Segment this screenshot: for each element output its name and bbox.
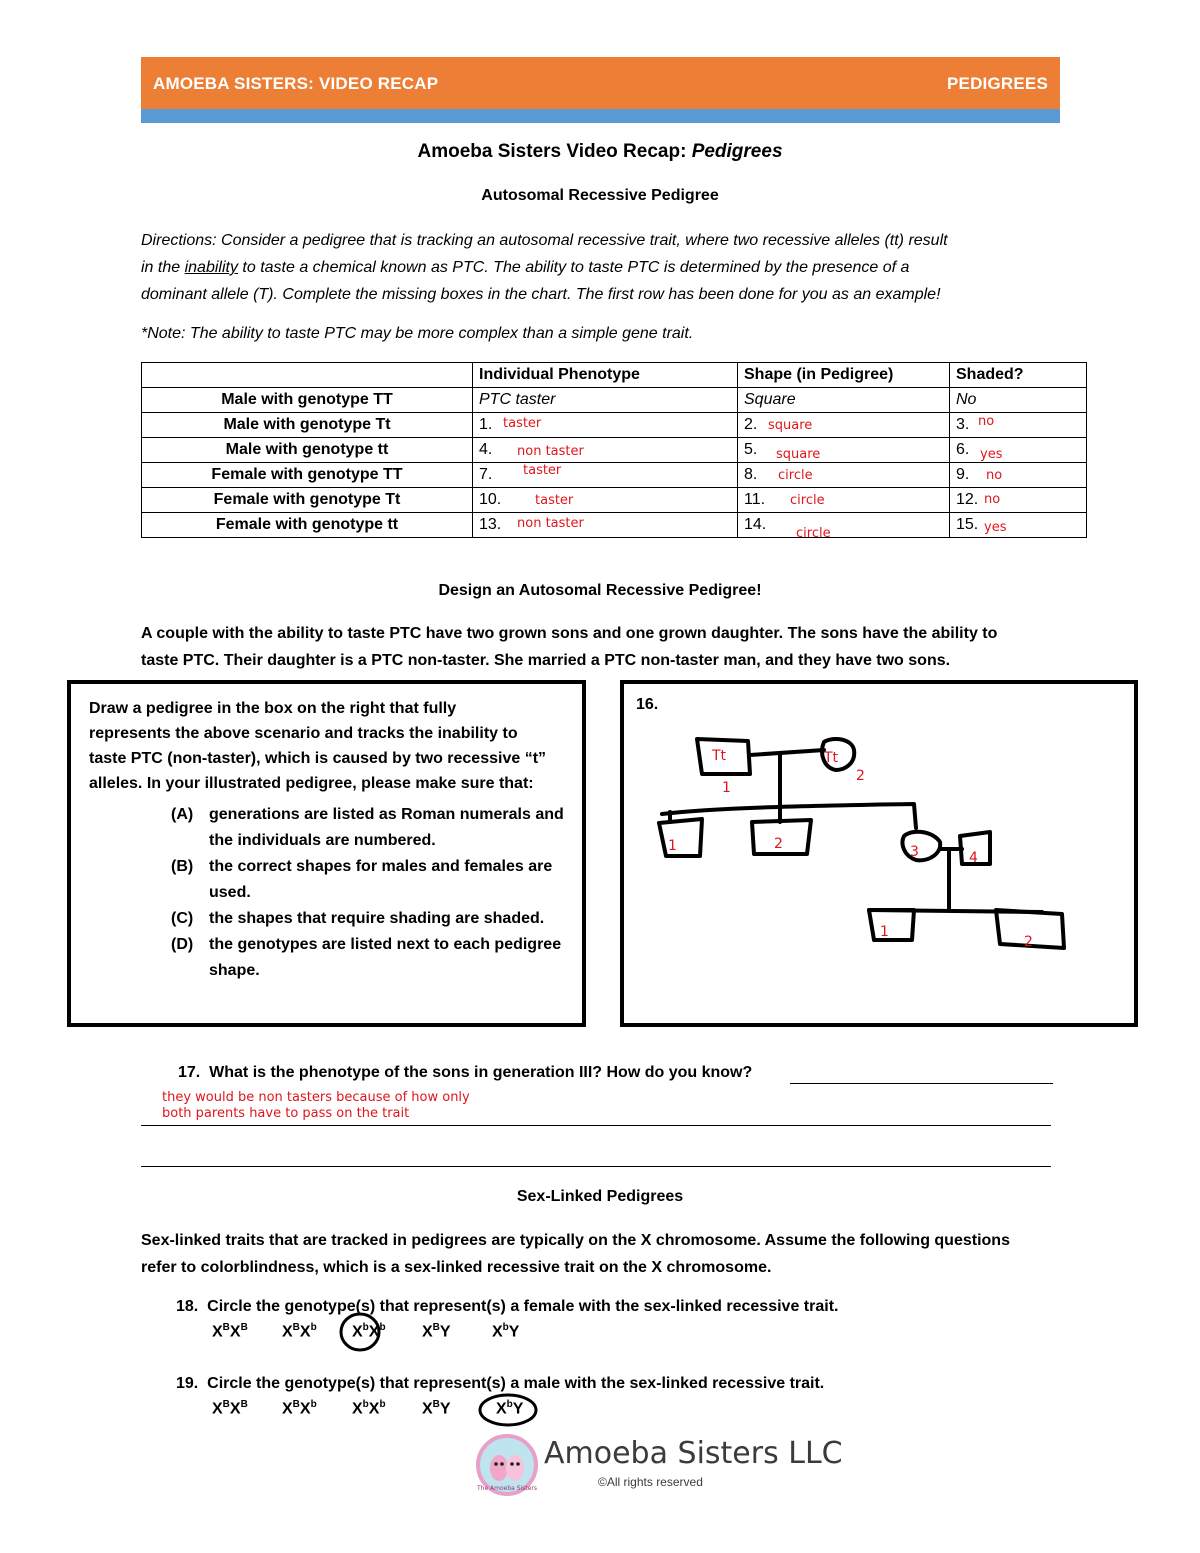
question-17: 17. What is the phenotype of the sons in generation III? How do you know? <box>178 1064 753 1081</box>
gen3-son-1-square <box>869 910 914 940</box>
child-2-number: 2 <box>774 836 783 852</box>
answer-cell-3[interactable]: 3. no <box>950 413 1087 438</box>
answer-cell-1[interactable]: 1. taster <box>473 413 738 438</box>
marriage-line <box>750 750 824 755</box>
child-1-number: 1 <box>668 838 677 854</box>
answer-cell-6[interactable]: 6. yes <box>950 438 1087 463</box>
answer-cell-10[interactable]: 10. taster <box>473 488 738 513</box>
table-row: Female with genotype Tt 10. taster 11. circle 12. no <box>142 488 1087 513</box>
genotype-option[interactable]: $X^bY$ <box>492 1322 520 1341</box>
table-header-row: Individual Phenotype Shape (in Pedigree) Shaded? <box>142 363 1087 388</box>
pedigree-drawing-box[interactable] <box>620 680 1138 1027</box>
parent-1-genotype: Tt <box>712 748 727 764</box>
amoeba-sisters-logo-icon <box>476 1434 538 1496</box>
header-left-title: AMOEBA SISTERS: VIDEO RECAP <box>153 74 439 93</box>
genotype-option-circled[interactable]: $X^bY$ <box>496 1399 524 1418</box>
header-stripe <box>141 109 1060 123</box>
child-3-circle <box>903 832 941 861</box>
genotype-option[interactable]: $X^BX^B$ <box>212 1322 248 1341</box>
footer-brand: Amoeba Sisters LLC <box>544 1436 843 1471</box>
question-18: 18. Circle the genotype(s) that represent(s) a female with the sex-linked recessive trait. <box>176 1298 839 1315</box>
parent-2-number: 2 <box>856 768 865 784</box>
answer-cell-9[interactable]: 9. no <box>950 463 1087 488</box>
child-3-number: 3 <box>910 844 919 860</box>
note: *Note: The ability to taste PTC may be more complex than a simple gene trait. <box>141 325 694 342</box>
genotype-option[interactable]: $X^BX^b$ <box>282 1399 317 1418</box>
section-heading-autosomal: Autosomal Recessive Pedigree <box>481 187 719 204</box>
answer-cell-11[interactable]: 11. circle <box>738 488 950 513</box>
answer-cell-13[interactable]: 13. non taster <box>473 513 738 538</box>
answer-line <box>141 1125 1051 1126</box>
directions: Directions: Consider a pedigree that is tracking an autosomal recessive trait, where two recessive alleles (tt) result in the inability to taste a chemical known as PTC. The ability to taste PTC is determined by the presence of a dominant allele (T). Complete the missing boxes in the chart. The first row has been done for you as an example! <box>141 232 948 303</box>
scenario: A couple with the ability to taste PTC have two grown sons and one grown daughter. The sons have the ability to taste PTC. Their daughter is a PTC non-taster. She married a PTC non-taster man, and they have two sons. <box>141 625 998 669</box>
page-title: Amoeba Sisters Video Recap: Pedigrees <box>417 141 783 162</box>
answer-circle-19 <box>476 1392 540 1428</box>
answer-cell-12[interactable]: 12. no <box>950 488 1087 513</box>
answer-cell-15[interactable]: 15. yes <box>950 513 1087 538</box>
parent-1-number: 1 <box>722 780 731 796</box>
table-row: Female with genotype tt 13. non taster 14. circle 15. yes <box>142 513 1087 538</box>
svg-text:The Amoeba Sisters: The Amoeba Sisters <box>476 1485 538 1492</box>
answer-cell-5[interactable]: 5. square <box>738 438 950 463</box>
genotype-option-circled[interactable]: $X^bX^b$ <box>352 1322 386 1341</box>
instructions-box: Draw a pedigree in the box on the right that fully represents the above scenario and tracks the inability to taste PTC (non-taster), which is caused by two recessive “t” alleles. In your illustrated pedigree, please make sure that: (A) generations are listed as Roman numerals and the individuals are numbered. (B) the correct shapes for males and females are used. (C) the shapes that require shading are shaded. (D) the genotypes are listed next to each pedigree shape. <box>67 680 586 1027</box>
answer-circle-18 <box>336 1310 386 1354</box>
genotype-option[interactable]: $X^bX^b$ <box>352 1399 386 1418</box>
header-right-title: PEDIGREES <box>947 74 1048 93</box>
pedigree-drawing <box>624 684 1134 1023</box>
child-1-square <box>659 819 702 856</box>
section-heading-sex-linked: Sex-Linked Pedigrees <box>516 1188 684 1205</box>
answer-cell-4[interactable]: 4. non taster <box>473 438 738 463</box>
table-row: Female with genotype TT 7. taster 8. circle 9. no <box>142 463 1087 488</box>
sex-linked-intro: Sex-linked traits that are tracked in pedigrees are typically on the X chromosome. Assume the following questions refer to colorblindness, which is a sex-linked recessive trait on the X chromosome. <box>141 1232 1010 1276</box>
phenotype-table <box>141 362 1087 541</box>
answer-cell-2[interactable]: 2. square <box>738 413 950 438</box>
parent-2-genotype: Tt <box>824 750 839 766</box>
list-item: (C) the shapes that require shading are shaded. <box>171 910 545 927</box>
question-16-label: 16. <box>636 696 659 713</box>
table-row: Male with genotype Tt 1. taster 2. square 3. no <box>142 413 1087 438</box>
genotype-option[interactable]: $X^BX^B$ <box>212 1399 248 1418</box>
answer-cell-8[interactable]: 8. circle <box>738 463 950 488</box>
list-item: (A) generations are listed as Roman numerals and the individuals are numbered. <box>171 806 564 849</box>
genotype-option[interactable]: $X^BX^b$ <box>282 1322 317 1341</box>
table-row: Male with genotype tt 4. non taster 5. square 6. yes <box>142 438 1087 463</box>
list-item: (B) the correct shapes for males and females are used. <box>171 858 553 901</box>
answer-line <box>141 1166 1051 1167</box>
section-heading-design: Design an Autosomal Recessive Pedigree! <box>438 582 762 599</box>
criteria-list <box>171 802 582 984</box>
genotype-option[interactable]: $X^BY$ <box>422 1399 451 1418</box>
list-item: (D) the genotypes are listed next to each pedigree shape. <box>171 936 562 979</box>
question-17-answer[interactable]: they would be non tasters because of how only both parents have to pass on the trait <box>162 1090 470 1121</box>
genotype-option[interactable]: $X^BY$ <box>422 1322 451 1341</box>
answer-cell-7[interactable]: 7. taster <box>473 463 738 488</box>
question-19: 19. Circle the genotype(s) that represent(s) a male with the sex-linked recessive trait. <box>176 1375 825 1392</box>
footer-copyright: ©All rights reserved <box>598 1475 703 1489</box>
child-4-number: 4 <box>969 850 978 866</box>
gen3-son-2-number: 2 <box>1024 934 1033 950</box>
answer-cell-14[interactable]: 14. circle <box>738 513 950 538</box>
gen3-son-1-number: 1 <box>880 924 889 940</box>
answer-line <box>790 1083 1053 1084</box>
table-row: Male with genotype TT PTC taster Square No <box>142 388 1087 413</box>
